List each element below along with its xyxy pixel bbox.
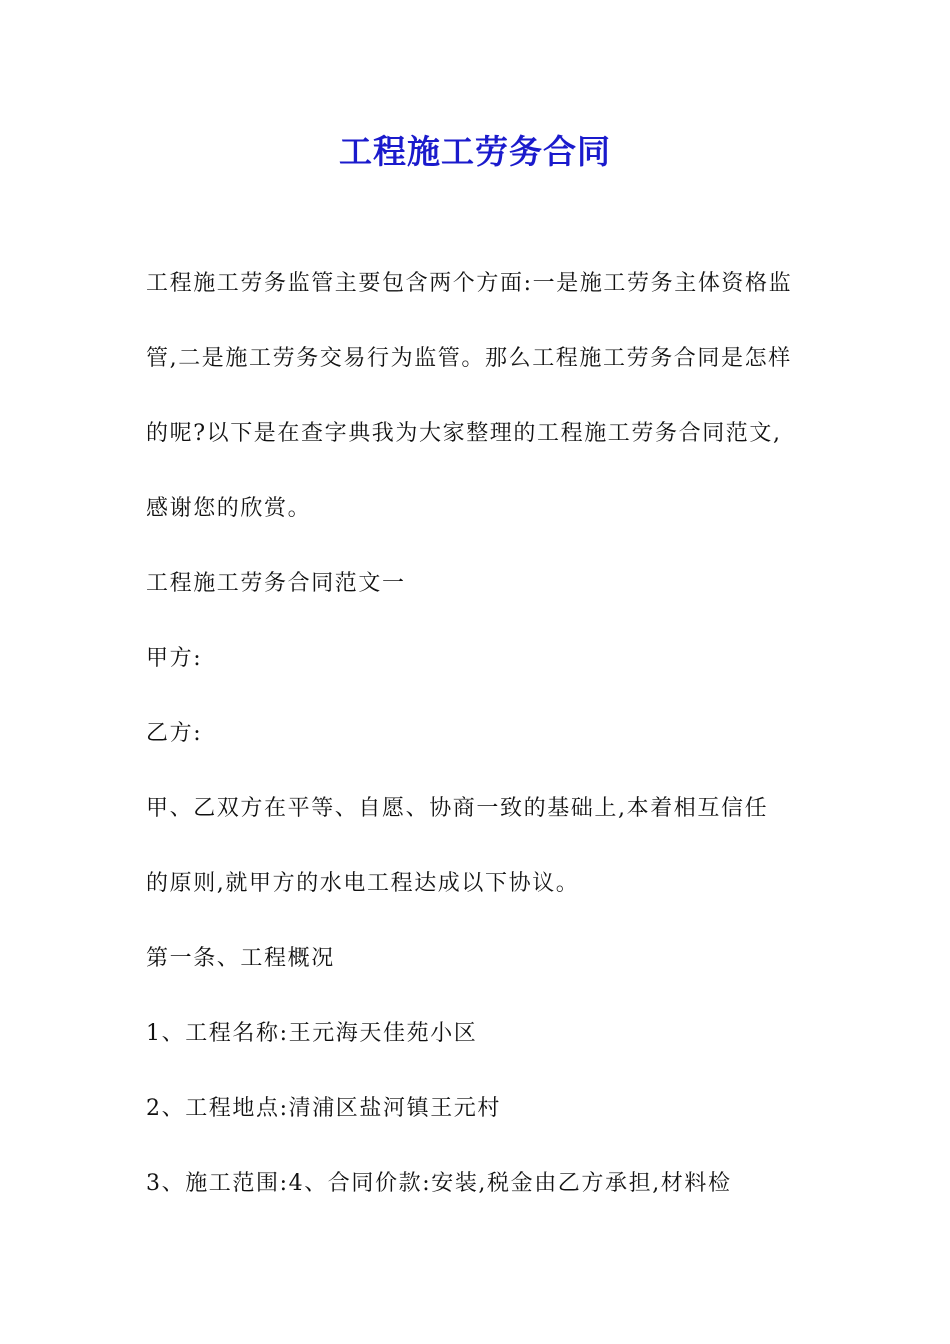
list-item-1: 1、工程名称:王元海天佳苑小区: [146, 1021, 478, 1046]
section-heading-1: 工程施工劳务合同范文一: [146, 571, 406, 596]
list-item-2: 2、工程地点:清浦区盐河镇王元村: [146, 1096, 502, 1121]
list-item-3: 3、施工范围:4、合同价款:安装,税金由乙方承担,材料检: [146, 1171, 732, 1196]
document-title: 工程施工劳务合同: [339, 132, 611, 171]
body-line-8: 甲、乙双方在平等、自愿、协商一致的基础上,本着相互信任: [146, 796, 769, 821]
party-a-label: 甲方:: [146, 646, 203, 671]
article-heading-1: 第一条、工程概况: [146, 946, 335, 971]
body-line-9: 的原则,就甲方的水电工程达成以下协议。: [146, 871, 580, 896]
body-line-2: 管,二是施工劳务交易行为监管。那么工程施工劳务合同是怎样: [146, 346, 792, 371]
body-line-3: 的呢?以下是在查字典我为大家整理的工程施工劳务合同范文,: [146, 421, 782, 446]
body-line-4: 感谢您的欣赏。: [146, 496, 312, 521]
body-line-1: 工程施工劳务监管主要包含两个方面:一是施工劳务主体资格监: [146, 271, 793, 296]
party-b-label: 乙方:: [146, 721, 203, 746]
